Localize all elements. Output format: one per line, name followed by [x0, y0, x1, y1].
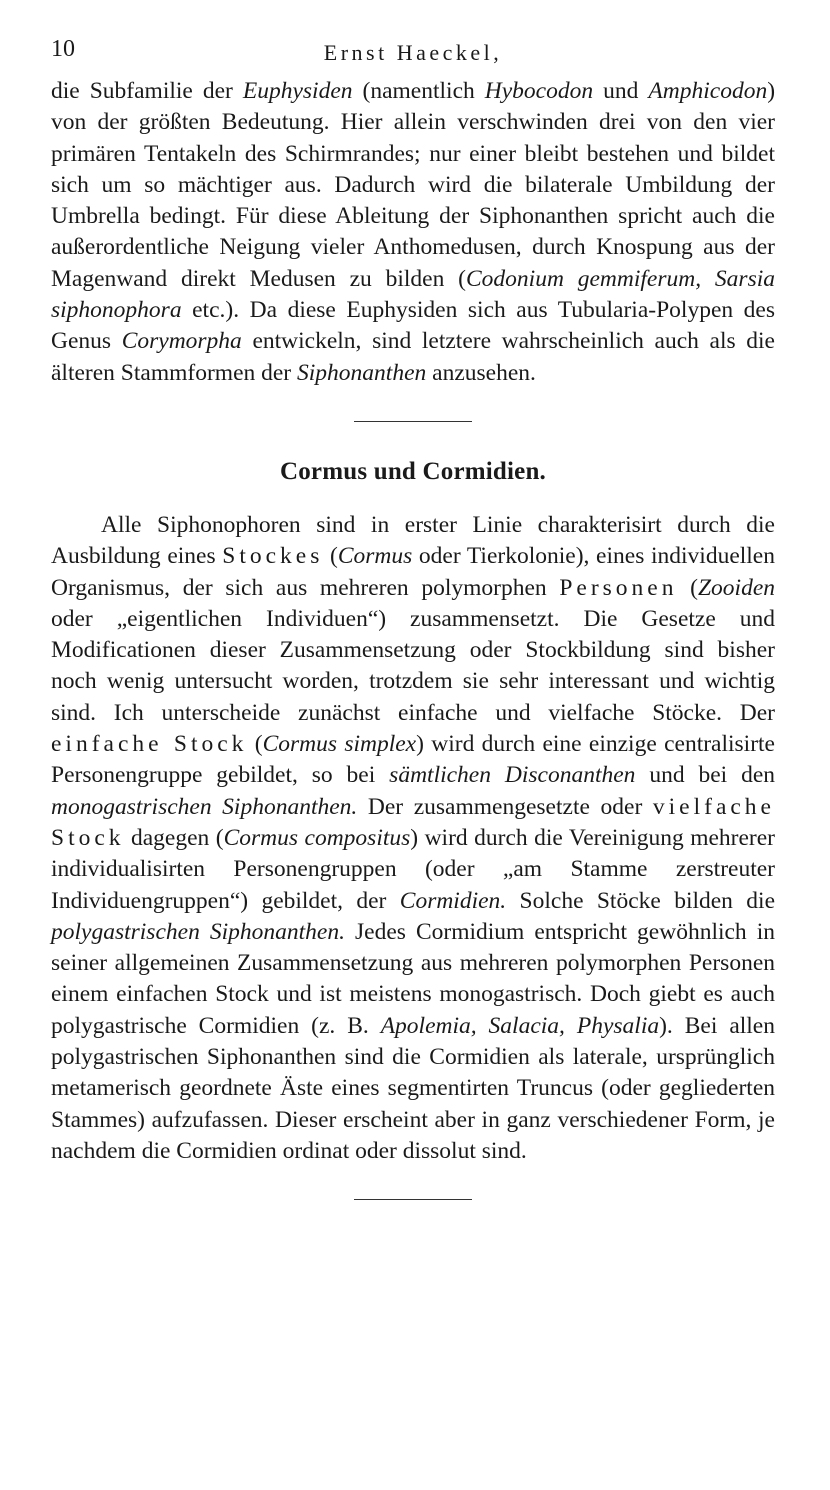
paragraph-cormus: Alle Siphonophoren sind in erster Linie charakterisirt durch die Ausbildung eines Stockes (Cormus oder Tierkolonie), eines individuellen Organismus, der sich aus mehreren polymorphen Personen (Zooiden oder „eigentlichen Individuen“) zusammensetzt. Die Gesetze und Modificationen dieser Zusammensetzung oder Stockbildung sind bisher noch wenig untersucht worden, trotzdem sie sehr interessant und wichtig sind. Ich unterscheide zunächst einfache und vielfache Stöcke. Der einfache Stock (Cormus simplex) wird durch eine einzige centralisirte Personengruppe gebildet, so bei sämtlichen Disconanthen und bei den monogastrischen Siphonanthen. Der zusammengesetzte oder vielfache Stock dagegen (Cormus compositus) wird durch die Vereinigung mehrerer individualisirten Personengruppen (oder „am Stamme zerstreuter Individuengruppen“) gebildet, der Cormidien. Solche Stöcke bilden die polygastrischen Siphonanthen. Jedes Cormidium entspricht gewöhnlich in seiner allgemeinen Zusammensetzung aus mehreren polymorphen Personen einem einfachen Stock und ist meistens monogastrisch. Doch giebt es auch polygastrische Cormidien (z. B. Apolemia, Salacia, Physalia). Bei allen polygastrischen Siphonanthen sind die Cormidien als laterale, ursprünglich metamerisch geordnete Äste eines segmentirten Truncus (oder gegliederten Stammes) aufzufassen. Dieser erscheint aber in ganz verschiedener Form, je nachdem die Cormidien ordinat oder dissolut sind.	[51, 511, 776, 1164]
book-page	[51, 36, 775, 1200]
section-title: Cormus und Cormidien.	[279, 457, 547, 485]
end-divider	[354, 1199, 472, 1200]
running-head: Ernst Haeckel,	[323, 40, 503, 65]
section-divider	[354, 421, 472, 422]
page-number: 10	[51, 36, 75, 62]
page-header	[51, 36, 775, 76]
paragraph-intro: die Subfamilie der Euphysiden (namentlich Hybocodon und Amphicodon) von der größten Bedeutung. Hier allein verschwinden drei von den vier primären Tentakeln des Schirmrandes; nur einer bleibt bestehen und bildet sich um so mächtiger aus. Dadurch wird die bilaterale Umbildung der Umbrella bedingt. Für diese Ableitung der Siphonanthen spricht auch die außerordentliche Neigung vieler Anthomedusen, durch Knospung aus der Magenwand direkt Medusen zu bilden (Codonium gemmiferum, Sarsia siphonophora etc.). Da diese Euphysiden sich aus Tubularia-Polypen des Genus Corymorpha entwickeln, sind letztere wahrscheinlich auch als die älteren Stammformen der Siphonanthen anzusehen.	[51, 78, 776, 386]
